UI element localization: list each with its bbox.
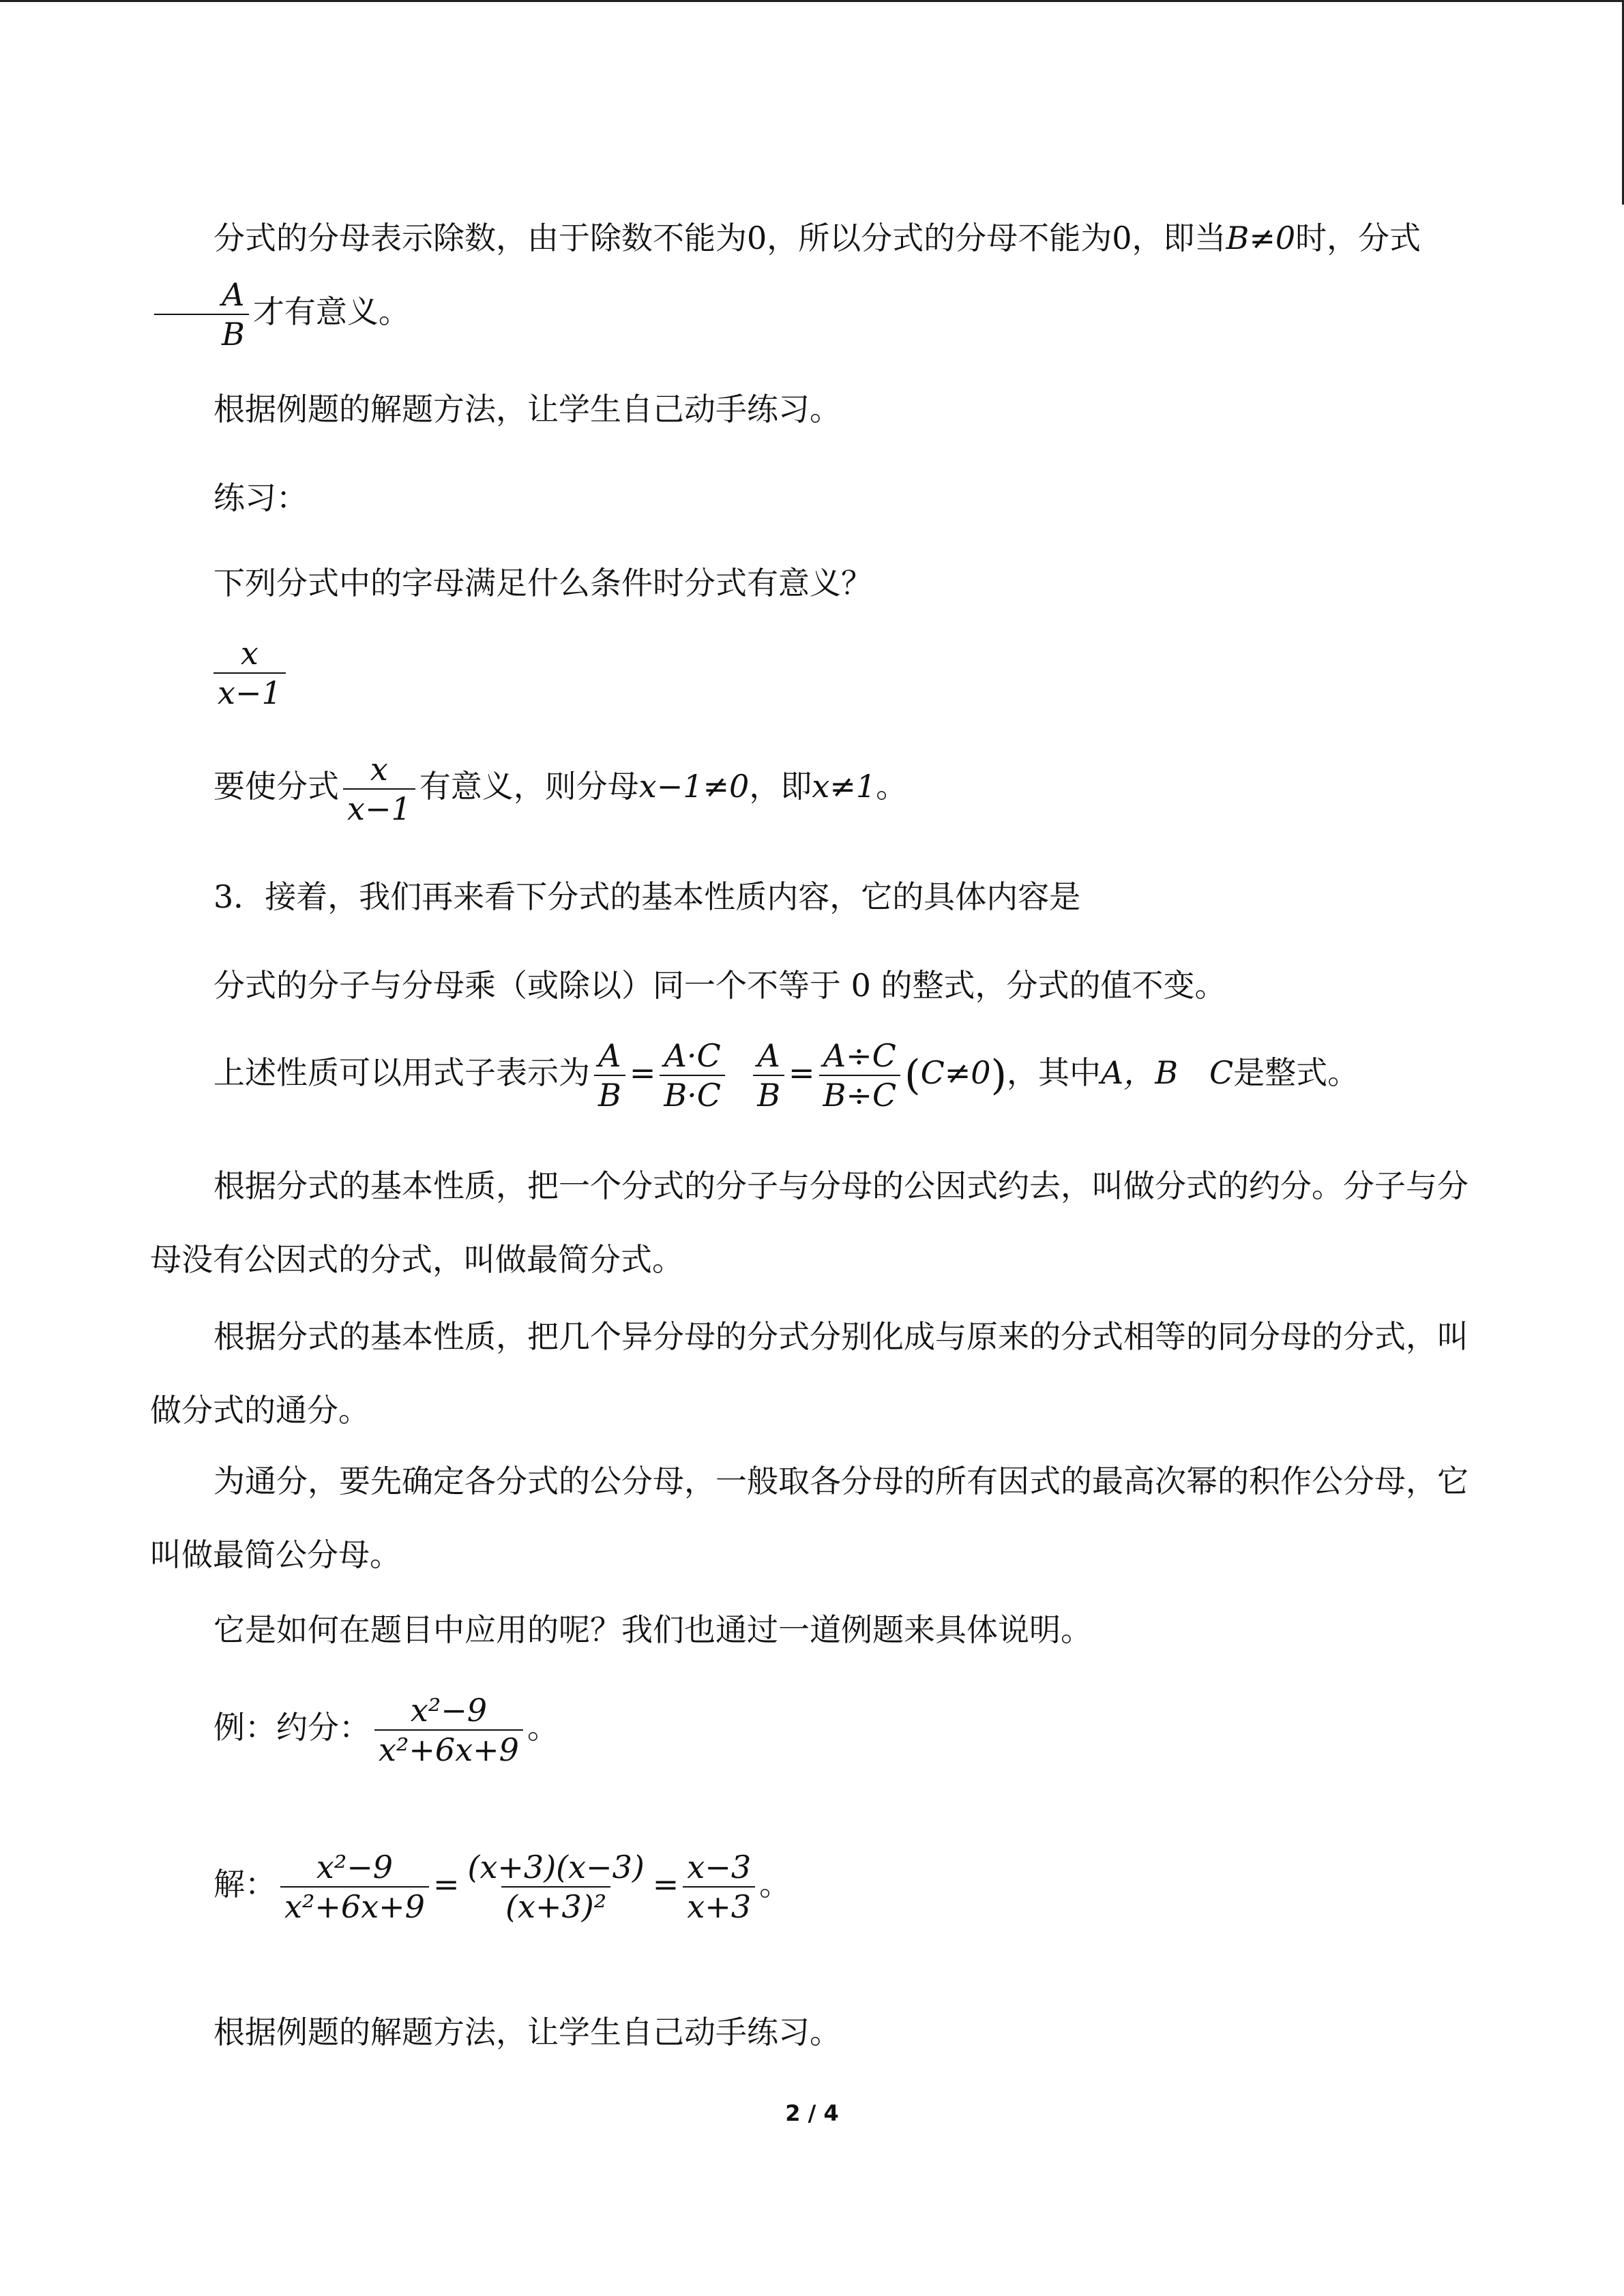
equals-sign: =: [788, 1054, 815, 1091]
text: 。: [759, 1866, 791, 1903]
numerator: A: [757, 1037, 780, 1074]
denominator: B: [753, 1075, 784, 1114]
numerator: A: [598, 1037, 621, 1074]
denominator: x+3: [683, 1886, 755, 1926]
denominator: (x+3)²: [501, 1886, 610, 1926]
denominator: B: [154, 314, 249, 353]
practice-answer: [213, 750, 907, 828]
example-label: 例：约分：: [213, 1709, 370, 1746]
example-solution: 解： $\frac{\text{x²−9}}{\text{x²+6x+9}}$ = $\frac{(x+3)(x-3)}{\text{(x+3)²}}$ = $\frac{x-3}{x+3}$ 。: [213, 1849, 791, 1925]
math-condition: B≠0: [1226, 220, 1296, 256]
paragraph-reduction: 根据分式的基本性质，把一个分式的分子与分母的公因式约去，叫做分式的约分。分子与分母没有公因式的分式，叫做最简分式。: [150, 1167, 1468, 1278]
denominator: x−1: [343, 788, 415, 828]
text: 。: [527, 1709, 559, 1746]
example-problem: [213, 1691, 559, 1769]
denominator: B÷C: [819, 1075, 901, 1114]
numerator: x²−9: [316, 1849, 394, 1885]
numerator: x: [370, 751, 388, 788]
math-condition: C≠0: [920, 1054, 991, 1091]
paragraph-lcd: 为通分，要先确定各分式的公分母，一般取各分母的所有因式的最高次幂的积作公分母，它叫做最简公分母。: [150, 1463, 1468, 1573]
text: 有意义，则分母: [419, 768, 639, 805]
numerator: (x+3)(x−3): [467, 1849, 645, 1885]
paragraph-practice-instruction: 根据例题的解题方法，让学生自己动手练习。: [213, 391, 841, 428]
paragraph-denominator-meaning: [150, 201, 1473, 353]
numerator: A: [222, 276, 245, 313]
denominator: B·C: [660, 1075, 725, 1114]
page-top-border: [0, 0, 1624, 2]
page-number: 2 / 4: [785, 2100, 839, 2126]
denominator: x−1: [213, 672, 286, 712]
math-variables: A，B C: [1101, 1054, 1234, 1091]
solution-label: 解：: [213, 1866, 276, 1903]
text: 才有意义。: [252, 293, 410, 330]
practice-fraction: [213, 634, 290, 712]
numerator: A÷C: [823, 1037, 896, 1074]
text: 分式的分母表示除数，由于除数不能为0，所以分式的分母不能为0，即当: [213, 220, 1226, 256]
numerator: x²−9: [410, 1692, 488, 1729]
basic-property-statement: 分式的分子与分母乘（或除以）同一个不等于 0 的整式，分式的值不变。: [213, 967, 1226, 1004]
text: 要使分式: [213, 768, 339, 805]
math-condition: x≠1: [812, 768, 876, 805]
paragraph-practice-instruction-2: 根据例题的解题方法，让学生自己动手练习。: [213, 2014, 841, 2051]
text: 是整式。: [1233, 1054, 1359, 1091]
section-3-intro: 3．接着，我们再来看下分式的基本性质内容，它的具体内容是: [213, 878, 1081, 915]
text: 。: [876, 768, 908, 805]
basic-property-formula: 上述性质可以用式子表示为 $\frac{A}{B}$ = $\frac{A\cdot C}{B\cdot C}$ $\frac{A}{B}$ = $\frac{A\div C}{B\div C}$ (C≠0)，其中A，B C是整式。: [213, 1037, 1359, 1114]
numerator: x−3: [687, 1849, 752, 1885]
fraction-a-over-b: [154, 275, 249, 353]
denominator: B: [594, 1075, 625, 1114]
text: ，其中: [1007, 1054, 1101, 1091]
numerator: x: [240, 635, 259, 672]
practice-label: 练习：: [213, 479, 308, 516]
numerator: A·C: [664, 1037, 721, 1074]
denominator: x²+6x+9: [374, 1729, 523, 1769]
math-condition: x−1≠0: [638, 768, 750, 805]
text: 上述性质可以用式子表示为: [213, 1054, 590, 1091]
paragraph-example-intro: 它是如何在题目中应用的呢？我们也通过一道例题来具体说明。: [213, 1611, 1092, 1648]
equals-sign: =: [629, 1054, 656, 1091]
practice-question: 下列分式中的字母满足什么条件时分式有意义？: [213, 565, 872, 601]
text: ，即: [749, 768, 812, 805]
text: 时，分式: [1295, 220, 1421, 256]
paragraph-common-denominator: 根据分式的基本性质，把几个异分母的分式分别化成与原来的分式相等的同分母的分式，叫做分式的通分。: [150, 1318, 1468, 1429]
denominator: x²+6x+9: [280, 1886, 429, 1926]
